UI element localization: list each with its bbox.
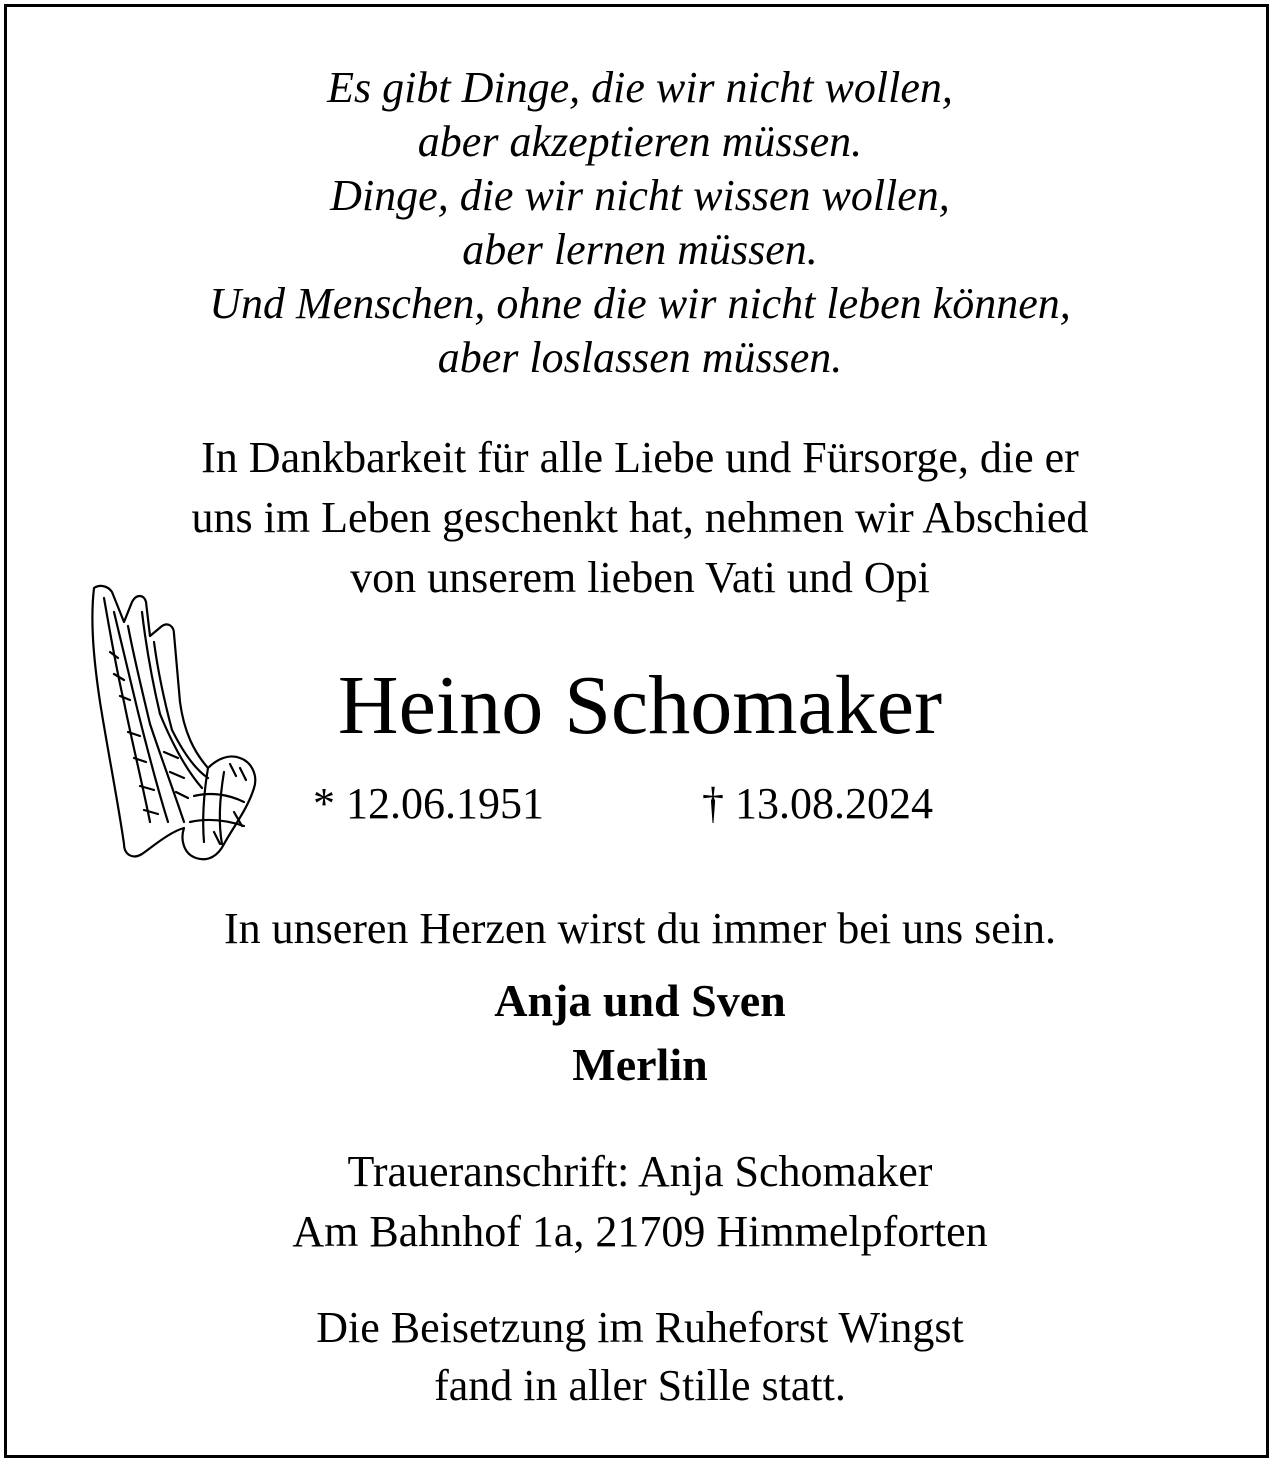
intro-line-3: von unserem lieben Vati und Opi: [350, 553, 930, 602]
death-date: † 13.08.2024: [702, 779, 933, 828]
birth-date: * 12.06.1951: [313, 779, 544, 828]
poem-line-3: Dinge, die wir nicht wissen wollen,: [330, 171, 950, 220]
address-line-1: Traueranschrift: Anja Schomaker: [347, 1147, 933, 1196]
mourner-line-1: Anja und Sven: [494, 975, 786, 1026]
deceased-name: Heino Schomaker: [337, 659, 943, 752]
poem-line-5: Und Menschen, ohne die wir nicht leben können,: [209, 279, 1071, 328]
address-line-2: Am Bahnhof 1a, 21709 Himmelpforten: [292, 1207, 988, 1256]
funeral-note-line-2: fand in aller Stille statt.: [434, 1361, 846, 1410]
intro-line-1: In Dankbarkeit für alle Liebe und Fürsorge, die er: [201, 433, 1079, 482]
poem-line-2: aber akzeptieren müssen.: [417, 117, 863, 166]
closing-line: In unseren Herzen wirst du immer bei uns sein.: [223, 904, 1057, 953]
intro-line-2: uns im Leben geschenkt hat, nehmen wir Abschied: [191, 493, 1089, 542]
funeral-note-line-1: Die Beisetzung im Ruheforst Wingst: [316, 1303, 964, 1352]
mourner-line-2: Merlin: [572, 1039, 708, 1090]
poem-line-6: aber loslassen müssen.: [437, 333, 843, 382]
poem-line-4: aber lernen müssen.: [462, 225, 818, 274]
poem-line-1: Es gibt Dinge, die wir nicht wollen,: [327, 63, 953, 112]
